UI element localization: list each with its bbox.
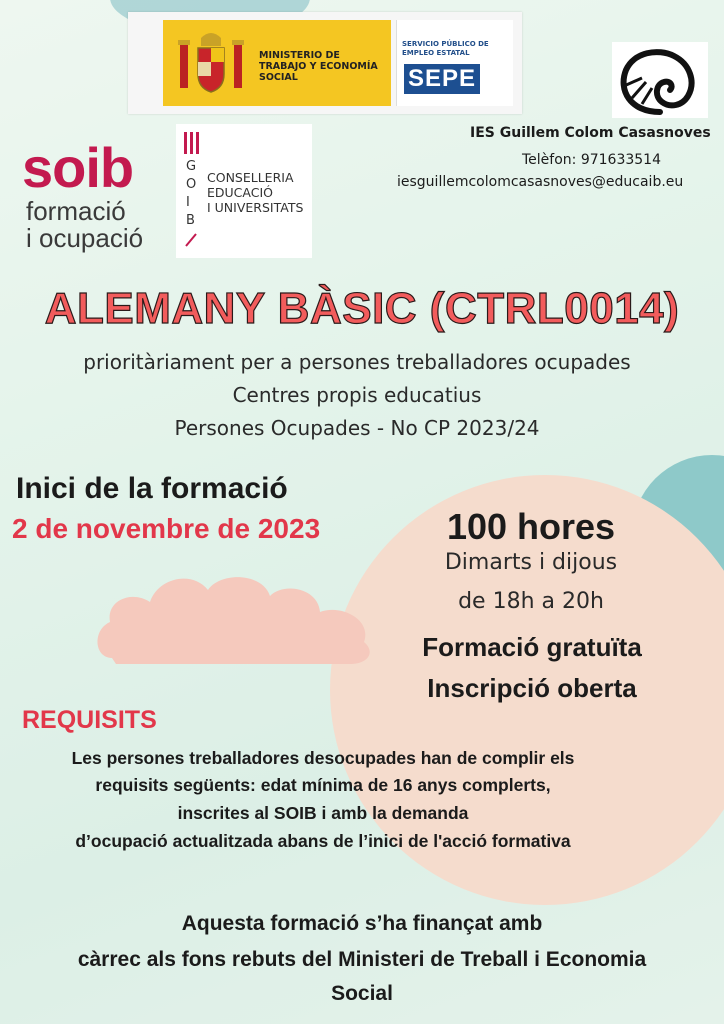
start-label: Inici de la formació — [16, 472, 288, 505]
goib-letters: GOIB — [186, 159, 197, 228]
soib-subtitle — [26, 198, 143, 252]
school-email: iesguillemcolomcasasnoves@educaib.eu — [397, 174, 684, 190]
course-title: ALEMANY BÀSIC (CTRL0014) — [44, 284, 680, 333]
shell-icon — [612, 42, 708, 118]
conselleria-label — [207, 170, 311, 215]
conselleria-line1: CONSELLERIA — [207, 170, 294, 185]
free-training-label: Formació gratuïta — [422, 632, 642, 662]
course-subtitle-1: prioritàriament per a persones treballadores ocupades — [83, 350, 631, 374]
funding-line: càrrec als fons rebuts del Ministeri de Treball i Economia — [77, 948, 647, 971]
school-phone: Telèfon: 971633514 — [522, 152, 661, 168]
school-name: IES Guillem Colom Casasnoves — [470, 125, 711, 141]
school-logo — [612, 42, 708, 118]
sepe-acronym: SEPE — [404, 64, 480, 94]
conselleria-line2: EDUCACIÓ — [207, 185, 273, 200]
ministerio-label: MINISTERIO DE TRABAJO Y ECONOMÍA SOCIAL — [259, 50, 378, 83]
course-subtitle-3: Persones Ocupades - No CP 2023/24 — [174, 416, 540, 440]
funding-line: Social — [331, 982, 393, 1005]
requirements-line: Les persones treballadores desocupades han de complir els — [71, 748, 575, 768]
course-hours: 100 hores — [446, 506, 616, 547]
requirements-line: requisits següents: edat mínima de 16 anys complerts, — [95, 775, 551, 795]
registration-open-label: Inscripció oberta — [427, 673, 637, 703]
requirements-title: REQUISITS — [22, 706, 157, 734]
soib-subtitle-line2: i ocupació — [26, 223, 144, 253]
funding-line: Aquesta formació s’ha finançat amb — [181, 912, 543, 935]
course-days: Dimarts i dijous — [444, 550, 618, 575]
course-subtitle-2: Centres propis educatius — [232, 383, 482, 407]
requirements-line: inscrites al SOIB i amb la demanda — [177, 803, 469, 823]
spain-coat-of-arms-icon — [176, 30, 246, 98]
course-schedule: de 18h a 20h — [458, 589, 604, 614]
sepe-full-name: SERVICIO PÚBLICO DE EMPLEO ESTATAL — [402, 40, 489, 57]
soib-logo-text: soib — [22, 136, 134, 199]
requirements-line: d’ocupació actualitzada abans de l’inici de l'acció formativa — [75, 831, 571, 851]
soib-subtitle-line1: formació — [26, 196, 126, 226]
start-date: 2 de novembre de 2023 — [12, 513, 321, 544]
conselleria-line3: I UNIVERSITATS — [207, 200, 304, 215]
cloud-decoration — [92, 560, 378, 670]
